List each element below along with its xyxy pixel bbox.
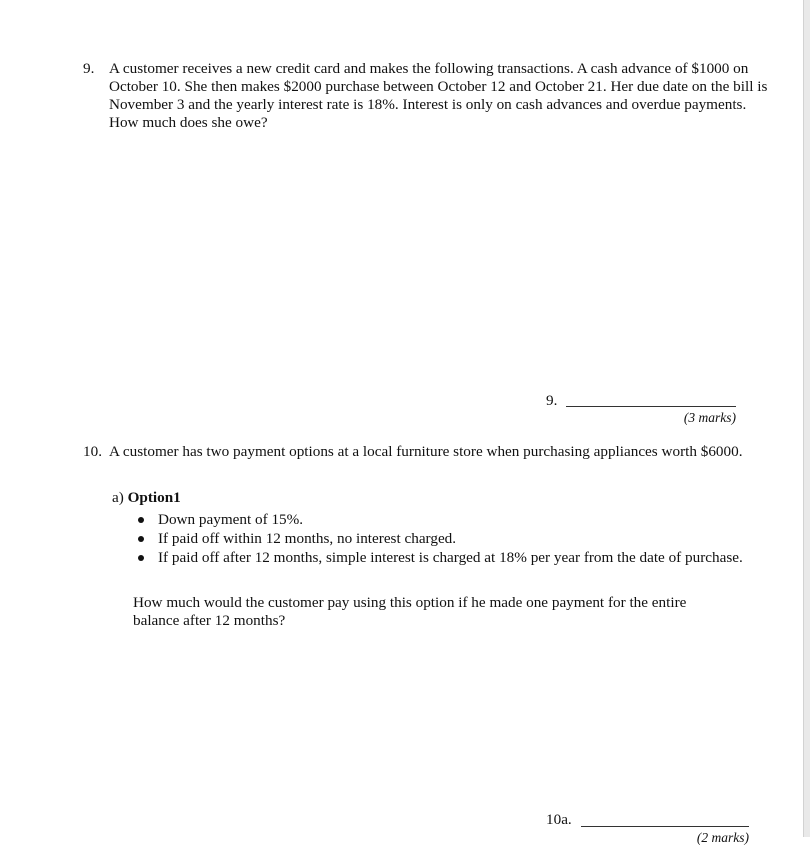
question-9-number: 9. — [83, 60, 95, 77]
list-item — [133, 530, 733, 548]
list-item — [133, 511, 733, 529]
scrollbar[interactable] — [803, 0, 810, 837]
answer-10a-label: 10a. — [546, 811, 572, 828]
part-a-prompt: How much would the customer pay using this option if he made one payment for the entire balance after 12 months? — [133, 594, 687, 629]
bullet-icon — [138, 517, 144, 523]
question-9-marks: (3 marks) — [683, 410, 736, 425]
answer-10a-line[interactable] — [581, 826, 749, 827]
question-10-text: A customer has two payment options at a local furniture store when purchasing appliances worth $6000. — [109, 443, 743, 460]
question-10a-marks: (2 marks) — [696, 830, 749, 845]
question-10-number: 10. — [83, 443, 102, 460]
answer-9-label: 9. — [546, 392, 558, 409]
bullet-icon — [138, 536, 144, 542]
bullet-text: Down payment of 15%. — [158, 511, 304, 528]
option1-bullet-list — [133, 511, 743, 568]
bullet-text: If paid off after 12 months, simple interest is charged at 18% per year from the date of purchase. — [158, 549, 743, 566]
part-a-label: a) — [112, 489, 124, 506]
answer-9-line[interactable] — [566, 406, 736, 407]
bullet-icon — [138, 555, 144, 561]
part-a-heading — [112, 489, 181, 507]
part-a-title: Option1 — [127, 489, 181, 506]
question-9-text: A customer receives a new credit card and makes the following transactions. A cash advance of $1000 on October 10. She then makes $2000 purchase between October 12 and October 21. Her due date on the bill is November 3 and the yearly interest rate is 18%. Interest is only on cash advances and overdue payments. How much does she owe? — [109, 60, 768, 131]
bullet-text: If paid off within 12 months, no interest charged. — [158, 530, 457, 547]
list-item — [133, 549, 748, 567]
